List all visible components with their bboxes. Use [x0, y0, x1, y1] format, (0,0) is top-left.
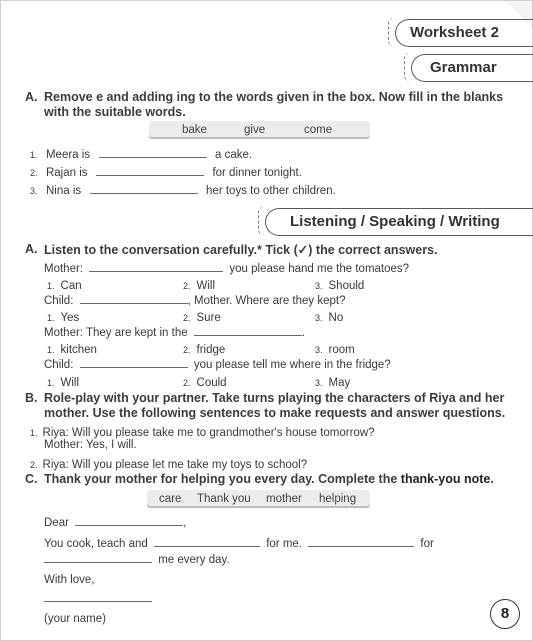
- q4-text: you please tell me where in the fridge?: [193, 359, 391, 371]
- signature-blank[interactable]: [44, 596, 152, 602]
- q4-speaker: Child:: [44, 359, 74, 371]
- option-number: 1.: [47, 313, 55, 323]
- answer-blank[interactable]: [99, 148, 207, 158]
- word-come: come: [304, 124, 333, 136]
- lsw-title: [265, 208, 533, 236]
- answer-blank[interactable]: [154, 537, 260, 547]
- roleplay-instruction-line1: Role-play with your partner. Take turns playing the characters of Riya and her: [44, 391, 505, 405]
- note-text: for: [420, 538, 434, 550]
- word-care: care: [159, 493, 182, 505]
- item-text-after: a cake.: [214, 149, 253, 161]
- option-text: kitchen: [60, 344, 97, 356]
- q2-option-3[interactable]: [315, 308, 343, 326]
- item-text-before: Rajan is: [45, 167, 88, 179]
- q4-option-2[interactable]: [183, 373, 227, 391]
- option-number: 1.: [47, 345, 55, 355]
- note-text: for me.: [266, 538, 303, 550]
- note-text: You cook, teach and: [44, 538, 148, 550]
- thankyou-instruction-part1: Thank your mother for helping you every day. Complete the: [44, 472, 401, 486]
- note-with-love: With love,: [44, 574, 95, 586]
- option-text: Sure: [196, 312, 221, 324]
- q3-option-2[interactable]: [183, 340, 225, 358]
- option-number: 3.: [315, 345, 323, 355]
- item-text-after: her toys to other children.: [206, 185, 336, 197]
- q4-option-1[interactable]: [47, 373, 79, 391]
- word-helping: helping: [319, 493, 357, 505]
- item-number: 3.: [30, 186, 38, 196]
- grammar-item-1: [30, 145, 252, 163]
- listening-section-letter: A.: [25, 242, 38, 256]
- word-bake: bake: [182, 124, 207, 136]
- option-text: Will: [60, 377, 80, 389]
- answer-blank[interactable]: [90, 184, 198, 194]
- item-text-before: Nina is: [45, 185, 82, 197]
- answer-blank[interactable]: [80, 294, 188, 304]
- q3-option-1[interactable]: [47, 340, 97, 358]
- q2-option-2[interactable]: [183, 308, 221, 326]
- option-number: 2.: [183, 345, 191, 355]
- listening-instruction: [44, 242, 437, 257]
- q1-option-1[interactable]: [47, 276, 82, 294]
- note-line-2: [44, 553, 230, 566]
- grammar-section-letter: A.: [25, 90, 38, 104]
- q3-text: .: [301, 327, 306, 339]
- dear-text: Dear: [44, 517, 69, 529]
- grammar-instruction-line1: Remove e and adding ing to the words given in the box. Now fill in the blanks: [44, 90, 504, 104]
- answer-blank[interactable]: [75, 516, 183, 526]
- listening-q2: [44, 294, 346, 307]
- q2-option-1[interactable]: [47, 308, 79, 326]
- thankyou-instruction-end: .: [490, 472, 494, 486]
- note-text: me every day.: [158, 554, 230, 566]
- grammar-label: Grammar: [430, 59, 497, 76]
- answer-blank[interactable]: [308, 537, 414, 547]
- thankyou-note-term: thank-you note: [400, 472, 491, 486]
- item-number: 1.: [30, 428, 38, 438]
- item-number: 1.: [30, 150, 38, 160]
- tick-icon: ✓: [297, 243, 309, 257]
- q1-text: you please hand me the tomatoes?: [229, 263, 410, 275]
- listening-instruction-part2: ) the correct answers.: [308, 243, 438, 257]
- note-line-1: [44, 537, 434, 550]
- item-number: 2.: [30, 168, 38, 178]
- answer-blank[interactable]: [80, 358, 188, 368]
- option-text: Will: [196, 280, 216, 292]
- roleplay-text: Riya: Will you please let me take my toys to school?: [42, 459, 308, 471]
- thankyou-section-letter: C.: [25, 472, 38, 486]
- word-mother: mother: [266, 493, 302, 505]
- page-number: 8: [490, 599, 520, 629]
- listening-q4: [44, 358, 391, 371]
- pill-dash-decoration: [258, 206, 265, 236]
- note-your-name: (your name): [44, 613, 106, 625]
- option-text: No: [328, 312, 344, 324]
- option-number: 3.: [315, 378, 323, 388]
- answer-blank[interactable]: [194, 326, 302, 336]
- grammar-instruction-line2: with the suitable words.: [44, 105, 186, 119]
- q1-option-3[interactable]: [315, 276, 364, 294]
- option-number: 2.: [183, 378, 191, 388]
- thankyou-instruction: [44, 472, 494, 486]
- grammar-title: [411, 54, 533, 82]
- option-text: fridge: [196, 344, 226, 356]
- pill-dash-decoration: [388, 17, 395, 47]
- note-dear-line: [44, 516, 186, 529]
- worksheet-title: [395, 19, 533, 47]
- option-number: 2.: [183, 313, 191, 323]
- q3-option-3[interactable]: [315, 340, 355, 358]
- option-text: Yes: [60, 312, 80, 324]
- roleplay-item-mother: Mother: Yes, I will.: [44, 439, 137, 451]
- word-give: give: [244, 124, 266, 136]
- roleplay-text: Riya: Will you please take me to grandmother's house tomorrow?: [42, 427, 375, 439]
- option-number: 1.: [47, 281, 55, 291]
- grammar-item-3: [30, 181, 336, 199]
- pill-dash-decoration: [404, 52, 411, 82]
- option-text: May: [328, 377, 351, 389]
- option-text: room: [328, 344, 355, 356]
- listening-instruction-part1: Listen to the conversation carefully.* Tick (: [44, 243, 298, 257]
- option-text: Can: [60, 280, 82, 292]
- option-number: 1.: [47, 378, 55, 388]
- word-thank-you: Thank you: [197, 493, 251, 505]
- q1-option-2[interactable]: [183, 276, 215, 294]
- item-text-after: for dinner tonight.: [212, 167, 302, 179]
- item-number: 2.: [30, 460, 38, 470]
- answer-blank[interactable]: [89, 262, 223, 272]
- q2-speaker: Child:: [44, 295, 74, 307]
- thankyou-word-box: [147, 490, 370, 508]
- option-text: Could: [196, 377, 227, 389]
- option-number: 3.: [315, 281, 323, 291]
- q1-speaker: Mother:: [44, 263, 83, 275]
- q4-option-3[interactable]: [315, 373, 350, 391]
- roleplay-instruction-line2: mother. Use the following sentences to make requests and answer questions.: [44, 406, 506, 420]
- worksheet-label: Worksheet 2: [410, 24, 499, 41]
- item-text-before: Meera is: [45, 149, 91, 161]
- q3-speaker: Mother: They are kept in the: [44, 327, 188, 339]
- lsw-label: Listening / Speaking / Writing: [290, 213, 500, 230]
- option-number: 2.: [183, 281, 191, 291]
- listening-q3: [44, 326, 305, 339]
- roleplay-section-letter: B.: [25, 391, 38, 405]
- answer-blank[interactable]: [44, 553, 152, 563]
- roleplay-item-2: [30, 455, 307, 473]
- listening-q1: [44, 262, 409, 275]
- q2-text: , Mother. Where are they kept?: [187, 295, 346, 307]
- answer-blank[interactable]: [96, 166, 204, 176]
- dear-comma: ,: [183, 517, 187, 529]
- option-text: Should: [328, 280, 365, 292]
- option-number: 3.: [315, 313, 323, 323]
- grammar-word-box: [149, 121, 370, 139]
- grammar-item-2: [30, 163, 302, 181]
